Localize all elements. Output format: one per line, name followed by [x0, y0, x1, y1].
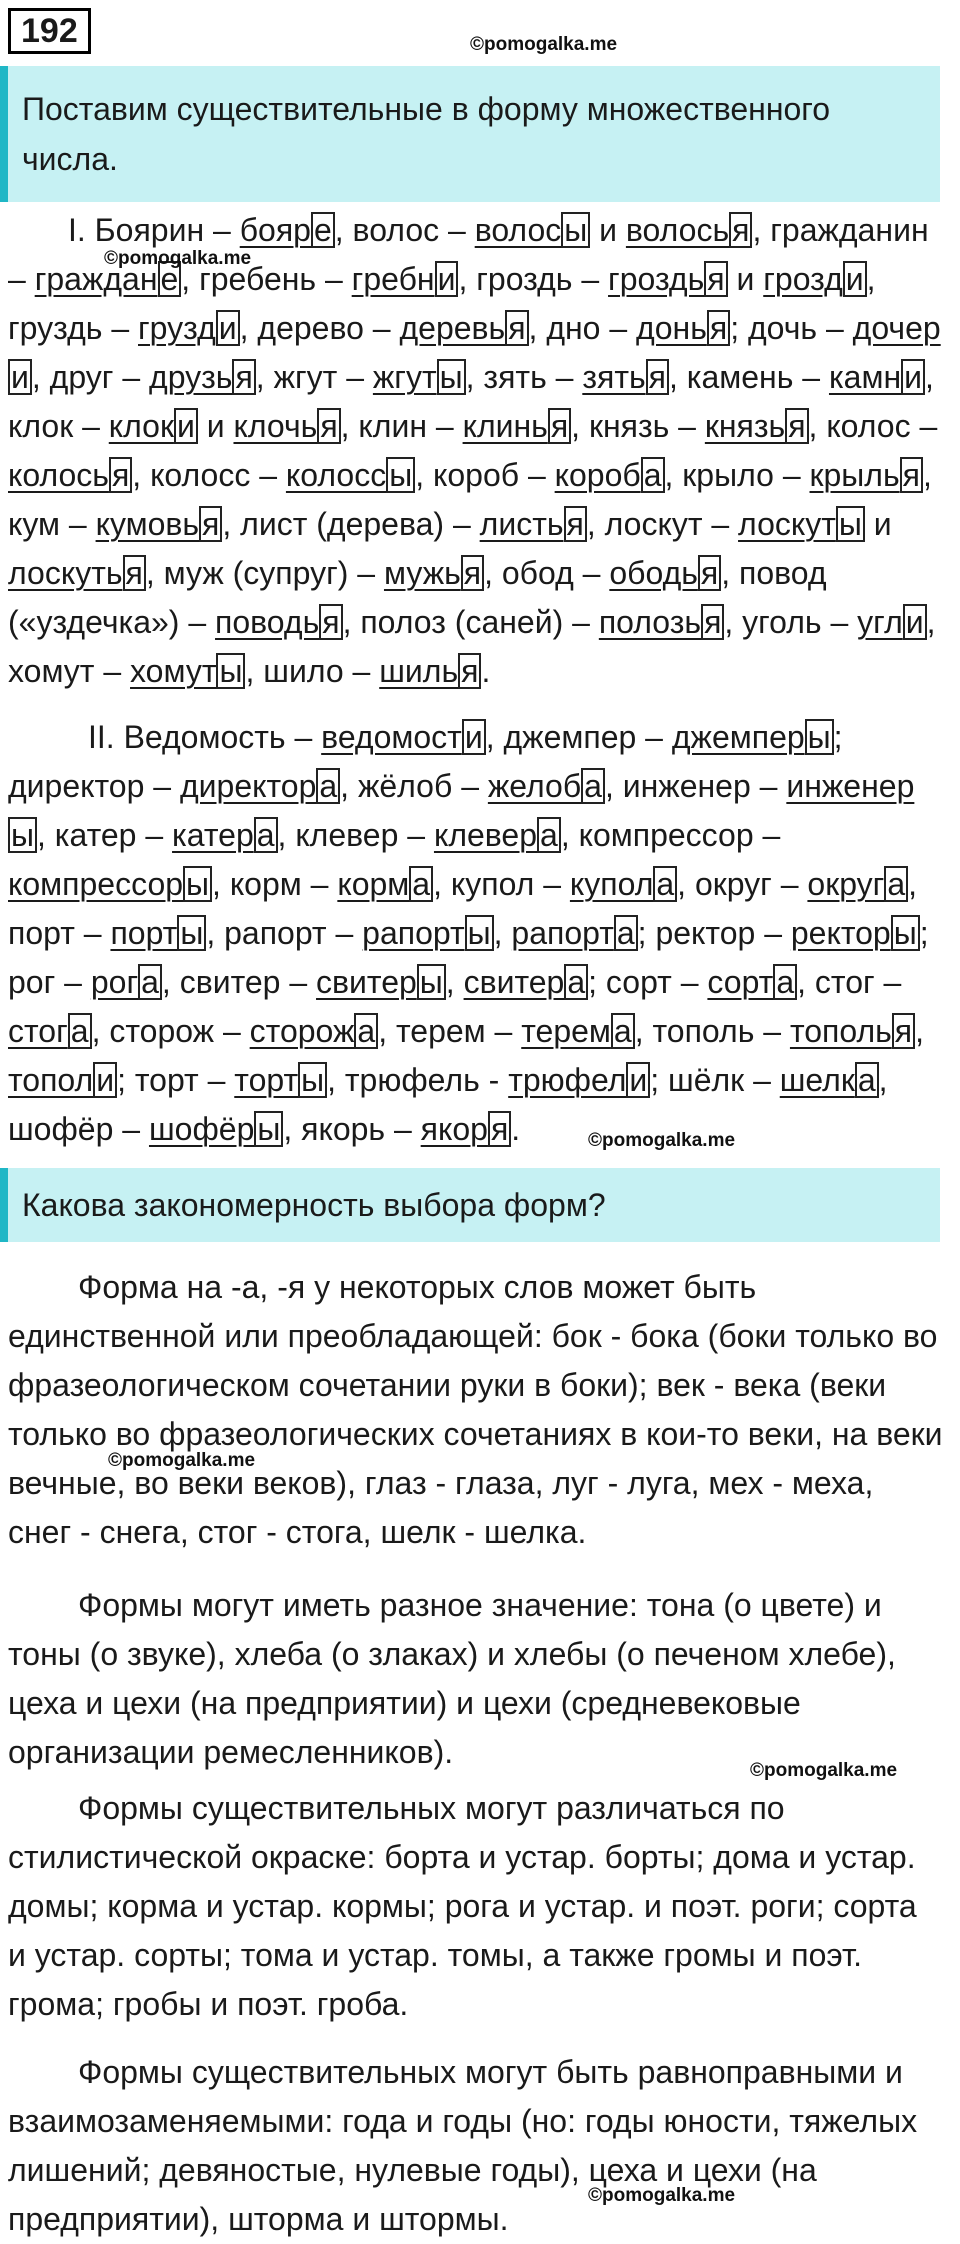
word-stem: лоскут: [738, 506, 836, 542]
plural-form: [511, 915, 637, 951]
plural-form: [508, 1062, 650, 1098]
task-1-text: Поставим существительные в форму множественного числа.: [22, 91, 831, 177]
plain-text: , жгут –: [255, 359, 373, 395]
plural-form: [434, 817, 561, 853]
word-stem: клочь: [233, 408, 318, 444]
explanation-text: Формы существительных могут различаться по стилистической окраске: борта и устар. борты; дома и устар. домы; корма и устар. кормы; рога и устар. и поэт. роги; сорта и устар. сорты; тома и устар. томы, а также громы и поэт. грома; гробы и поэт. гроба.: [8, 1790, 917, 2022]
word-stem: катер: [172, 817, 254, 853]
plain-text: , шофёр –: [8, 1062, 888, 1147]
word-ending: я: [505, 310, 528, 346]
plural-form: [738, 506, 865, 542]
plural-form: [829, 359, 925, 395]
word-stem: деревь: [399, 310, 506, 346]
plural-form: [636, 310, 730, 346]
plain-text: ; торт –: [117, 1062, 235, 1098]
word-stem: донь: [636, 310, 707, 346]
plural-form: [321, 719, 486, 755]
word-ending: я: [199, 506, 222, 542]
plain-text: , муж (супруг) –: [145, 555, 384, 591]
word-ending: ы: [561, 212, 590, 248]
plural-form: [149, 359, 256, 395]
explanation-text: Формы могут иметь разное значение: тона (о цвете) и тоны (о звуке), хлеба (о злаках) и хлебы (о печеном хлебе), цеха и цехи (на предприятии) и цехи (средневековые организации ремесленников).: [8, 1587, 896, 1770]
plain-text: , стог –: [797, 964, 902, 1000]
word-stem: рапорт: [511, 915, 614, 951]
word-stem: инженер: [786, 768, 915, 804]
answer-part-1: [8, 206, 943, 696]
word-ending: ы: [836, 506, 865, 542]
plain-text: и: [590, 212, 626, 248]
word-ending: ы: [805, 719, 834, 755]
word-ending: ы: [417, 964, 446, 1000]
watermark: ©pomogalka.me: [750, 1760, 898, 1781]
word-ending: и: [901, 359, 925, 395]
plural-form: [555, 457, 665, 493]
plain-text: .: [511, 1111, 521, 1147]
word-ending: и: [626, 1062, 650, 1098]
plural-form: [138, 310, 240, 346]
word-stem: князь: [704, 408, 786, 444]
word-ending: а: [409, 866, 433, 902]
plural-form: [609, 555, 721, 591]
plain-text: , инженер –: [604, 768, 787, 804]
word-stem: торт: [234, 1062, 299, 1098]
word-ending: а: [614, 915, 638, 951]
word-stem: тополь: [789, 1013, 892, 1049]
word-stem: жгут: [372, 359, 437, 395]
plain-text: ; директор –: [8, 719, 843, 804]
word-ending: я: [646, 359, 669, 395]
word-stem: трюфел: [508, 1062, 627, 1098]
word-stem: купол: [569, 866, 654, 902]
plain-text: , корм –: [212, 866, 338, 902]
word-ending: я: [123, 555, 146, 591]
word-ending: я: [900, 457, 923, 493]
plain-text: , колосс –: [132, 457, 286, 493]
word-ending: а: [254, 817, 278, 853]
plural-form: [857, 604, 927, 640]
word-ending: и: [435, 261, 459, 297]
plural-form: [488, 768, 605, 804]
word-stem: свитер: [316, 964, 417, 1000]
plural-form: [233, 408, 340, 444]
word-ending: я: [698, 555, 721, 591]
word-stem: зять: [582, 359, 646, 395]
word-ending: а: [316, 768, 340, 804]
plain-text: , повод («уздечка») –: [8, 555, 827, 640]
word-ending: е: [311, 212, 335, 248]
word-stem: дочер: [852, 310, 941, 346]
word-ending: ы: [216, 653, 245, 689]
plain-text: , терем –: [378, 1013, 522, 1049]
word-ending: и: [174, 408, 198, 444]
word-stem: ректор: [790, 915, 891, 951]
plain-text: , гребень –: [181, 261, 352, 297]
word-ending: я: [458, 653, 481, 689]
plain-text: , крыло –: [664, 457, 810, 493]
plain-text: , колос –: [808, 408, 938, 444]
plural-form: [807, 866, 908, 902]
word-stem: клинь: [462, 408, 548, 444]
word-stem: шофёр: [148, 1111, 255, 1147]
word-stem: клок: [108, 408, 174, 444]
plural-form: [379, 653, 481, 689]
word-ending: ы: [8, 817, 37, 853]
word-stem: клевер: [433, 817, 538, 853]
explanation-paragraph-3: [8, 1784, 943, 2029]
plural-form: [110, 915, 206, 951]
word-ending: я: [701, 604, 724, 640]
explanation-paragraph-2: [8, 1581, 943, 1777]
word-stem: короб: [554, 457, 641, 493]
plain-text: , камень –: [668, 359, 829, 395]
word-stem: грузд: [138, 310, 216, 346]
word-stem: свитер: [463, 964, 565, 1000]
word-stem: лоскуть: [8, 555, 123, 591]
plain-text: , уголь –: [724, 604, 858, 640]
plural-form: [362, 915, 493, 951]
word-stem: крыль: [809, 457, 900, 493]
word-stem: волось: [625, 212, 730, 248]
watermark: ©pomogalka.me: [588, 2185, 736, 2206]
word-stem: джемпер: [671, 719, 805, 755]
word-ending: я: [548, 408, 571, 444]
plain-text: и: [197, 408, 234, 444]
explanation-text: Форма на -а, -я у некоторых слов может быть единственной или преобладающей: бок - бока (боки только во фразеологическом сочетании руки в боки); век - века (веки только во фразеологических сочетаниях в кои-то веки, на веки вечные, во веки веков), глаз - глаза, луг - луга, мех - меха, снег - снега, стог - стога, шелк - шелка.: [8, 1269, 943, 1550]
watermark: ©pomogalka.me: [104, 248, 252, 269]
plural-form: [707, 964, 797, 1000]
plain-text: ,: [493, 915, 512, 951]
word-stem: грозд: [763, 261, 843, 297]
word-stem: поводь: [215, 604, 320, 640]
exercise-number: 192: [8, 8, 91, 54]
explanation-paragraph-4: [8, 2048, 943, 2244]
plural-form: [475, 212, 591, 248]
plural-form: [337, 866, 433, 902]
plain-text: , катер –: [37, 817, 173, 853]
word-ending: я: [892, 1013, 915, 1049]
word-ending: я: [319, 604, 342, 640]
word-ending: и: [216, 310, 240, 346]
plural-form: [521, 1013, 634, 1049]
word-stem: желоб: [487, 768, 582, 804]
plural-form: [352, 261, 459, 297]
plural-form: [8, 457, 132, 493]
word-ending: ы: [386, 457, 415, 493]
word-ending: ы: [254, 1111, 283, 1147]
word-stem: сорт: [707, 964, 774, 1000]
plain-text: ; дочь –: [730, 310, 853, 346]
plain-text: , гражданин –: [8, 212, 929, 297]
plain-text: , округ –: [677, 866, 808, 902]
plural-form: [250, 1013, 379, 1049]
plain-text: , хомут –: [8, 604, 936, 689]
plain-text: и: [727, 261, 764, 297]
word-ending: ы: [437, 359, 466, 395]
plural-form: [582, 359, 669, 395]
word-ending: а: [581, 768, 605, 804]
plain-text: II. Ведомость –: [88, 719, 322, 755]
word-stem: друзь: [149, 359, 233, 395]
word-stem: гроздь: [608, 261, 705, 297]
plural-form: [215, 604, 343, 640]
plural-form: [91, 964, 162, 1000]
word-ending: я: [232, 359, 255, 395]
plural-form: [763, 261, 866, 297]
word-ending: я: [707, 310, 730, 346]
word-ending: и: [462, 719, 486, 755]
word-stem: камн: [828, 359, 902, 395]
word-stem: граждан: [34, 261, 158, 297]
plural-form: [480, 506, 587, 542]
plain-text: , клин –: [340, 408, 463, 444]
plain-text: , клевер –: [277, 817, 434, 853]
plural-form: [791, 915, 920, 951]
plain-text: , якорь –: [283, 1111, 421, 1147]
plain-text: , зять –: [465, 359, 583, 395]
word-stem: колосс: [285, 457, 387, 493]
plural-form: [384, 555, 484, 591]
watermark: ©pomogalka.me: [108, 1450, 256, 1471]
plural-form: [570, 866, 677, 902]
word-stem: ободь: [609, 555, 698, 591]
watermark: ©pomogalka.me: [470, 34, 618, 55]
plain-text: , шило –: [245, 653, 380, 689]
word-stem: корм: [337, 866, 410, 902]
plural-form: [172, 817, 277, 853]
word-stem: волос: [474, 212, 562, 248]
word-stem: стог: [8, 1013, 68, 1049]
plain-text: , обод –: [484, 555, 610, 591]
word-stem: листь: [479, 506, 564, 542]
word-ending: а: [138, 964, 162, 1000]
word-ending: я: [564, 506, 587, 542]
word-stem: угл: [857, 604, 903, 640]
word-stem: порт: [110, 915, 178, 951]
word-ending: и: [93, 1062, 117, 1098]
word-stem: топол: [8, 1062, 94, 1098]
plural-form: [463, 408, 572, 444]
plain-text: , рапорт –: [206, 915, 363, 951]
plain-text: , порт –: [8, 866, 918, 951]
word-ending: ы: [177, 915, 206, 951]
plain-text: ; сорт –: [588, 964, 708, 1000]
task-banner-2: [0, 1168, 940, 1242]
plain-text: , дно –: [528, 310, 637, 346]
plain-text: , тополь –: [634, 1013, 790, 1049]
plain-text: , клок –: [8, 359, 934, 444]
plain-text: , джемпер –: [485, 719, 672, 755]
word-ending: е: [158, 261, 182, 297]
word-stem: бояр: [239, 212, 311, 248]
word-ending: и: [8, 359, 32, 395]
word-stem: полозь: [598, 604, 702, 640]
word-stem: сторож: [249, 1013, 355, 1049]
plain-text: I. Боярин –: [68, 212, 240, 248]
plain-text: , лист (дерева) –: [222, 506, 480, 542]
plain-text: , друг –: [31, 359, 150, 395]
plural-form: [240, 212, 335, 248]
word-ending: ы: [183, 866, 212, 902]
word-stem: якор: [420, 1111, 488, 1147]
plural-form: [234, 1062, 327, 1098]
word-ending: я: [729, 212, 752, 248]
word-ending: ы: [891, 915, 920, 951]
word-ending: я: [704, 261, 727, 297]
task-banner-1: [0, 66, 940, 202]
plain-text: , дерево –: [239, 310, 400, 346]
plain-text: , лоскут –: [586, 506, 739, 542]
answer-part-2: [8, 713, 943, 1154]
plain-text: ; рог –: [8, 915, 929, 1000]
plural-form: [810, 457, 923, 493]
plural-form: [316, 964, 446, 1000]
word-ending: а: [855, 1062, 879, 1098]
plain-text: , свитер –: [161, 964, 317, 1000]
word-ending: а: [564, 964, 588, 1000]
watermark: ©pomogalka.me: [588, 1130, 736, 1151]
plural-form: [180, 768, 340, 804]
plain-text: .: [481, 653, 491, 689]
plural-form: [705, 408, 809, 444]
word-stem: компрессор: [8, 866, 184, 902]
word-ending: и: [903, 604, 927, 640]
word-stem: кумовь: [95, 506, 200, 542]
explanation-text: Формы существительных могут быть равноправными и взаимозаменяемыми: года и годы (но: годы юности, тяжелых лишений; девяностые, нулевые годы), цеха и цехи (на предприятии), шторма и штормы.: [8, 2054, 918, 2237]
word-stem: терем: [521, 1013, 611, 1049]
word-ending: я: [488, 1111, 511, 1147]
plain-text: , компрессор –: [560, 817, 781, 853]
word-stem: гребн: [351, 261, 435, 297]
plural-form: [8, 555, 146, 591]
plain-text: ; шёлк –: [650, 1062, 780, 1098]
word-stem: рог: [90, 964, 139, 1000]
word-stem: хомут: [130, 653, 217, 689]
word-ending: я: [317, 408, 340, 444]
word-ending: и: [843, 261, 867, 297]
plural-form: [672, 719, 834, 755]
plain-text: ,: [445, 964, 464, 1000]
plural-form: [464, 964, 589, 1000]
word-ending: ы: [465, 915, 494, 951]
word-ending: а: [773, 964, 797, 1000]
plain-text: , короб –: [415, 457, 555, 493]
plain-text: , жёлоб –: [340, 768, 488, 804]
plural-form: [790, 1013, 915, 1049]
plain-text: , гроздь –: [458, 261, 609, 297]
plural-form: [109, 408, 198, 444]
word-ending: а: [68, 1013, 92, 1049]
word-stem: шелк: [779, 1062, 855, 1098]
word-ending: а: [537, 817, 561, 853]
plain-text: и: [864, 506, 892, 542]
plain-text: , груздь –: [8, 261, 876, 346]
task-2-text: Какова закономерность выбора форм?: [22, 1187, 606, 1223]
plain-text: ,: [915, 1013, 925, 1049]
plural-form: [399, 310, 528, 346]
plain-text: ; ректор –: [637, 915, 791, 951]
word-stem: рапорт: [362, 915, 465, 951]
word-ending: я: [461, 555, 484, 591]
plural-form: [421, 1111, 512, 1147]
plural-form: [8, 1013, 92, 1049]
word-stem: округ: [807, 866, 885, 902]
plural-form: [8, 866, 212, 902]
plain-text: , сторож –: [91, 1013, 250, 1049]
word-stem: мужь: [383, 555, 461, 591]
word-ending: а: [354, 1013, 378, 1049]
word-ending: а: [653, 866, 677, 902]
plural-form: [8, 1062, 117, 1098]
word-ending: а: [611, 1013, 635, 1049]
word-stem: ведомост: [321, 719, 462, 755]
plural-form: [608, 261, 728, 297]
word-stem: колось: [8, 457, 109, 493]
word-ending: я: [109, 457, 132, 493]
plain-text: , полоз (саней) –: [342, 604, 599, 640]
plural-form: [149, 1111, 283, 1147]
plain-text: , князь –: [571, 408, 705, 444]
plain-text: , купол –: [433, 866, 570, 902]
plural-form: [286, 457, 415, 493]
plural-form: [373, 359, 466, 395]
plural-form: [626, 212, 753, 248]
word-ending: я: [785, 408, 808, 444]
word-stem: директор: [179, 768, 317, 804]
word-ending: а: [884, 866, 908, 902]
plural-form: [96, 506, 223, 542]
plural-form: [599, 604, 725, 640]
explanation-paragraph-1: [8, 1263, 943, 1557]
plural-form: [780, 1062, 879, 1098]
plain-text: , кум –: [8, 457, 932, 542]
plural-form: [130, 653, 245, 689]
word-ending: ы: [298, 1062, 327, 1098]
plain-text: , волос –: [334, 212, 475, 248]
word-stem: шиль: [379, 653, 459, 689]
word-ending: а: [641, 457, 665, 493]
plain-text: , трюфель -: [327, 1062, 509, 1098]
